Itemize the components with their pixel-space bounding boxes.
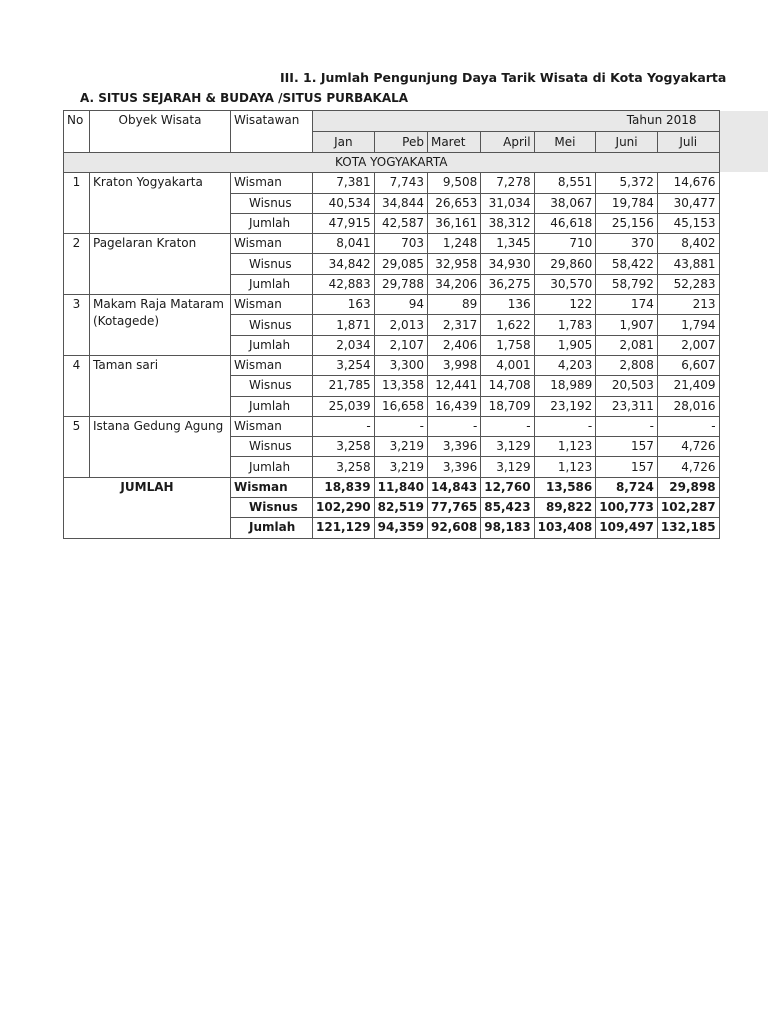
visitor-count: 30,570 — [534, 274, 596, 294]
visitor-count: 28,016 — [657, 396, 719, 416]
visitor-count: 1,345 — [481, 234, 534, 254]
site-name: Kraton Yogyakarta — [90, 173, 231, 234]
visitor-count: 58,422 — [596, 254, 658, 274]
visitor-count: 38,312 — [481, 213, 534, 233]
visitor-count: 2,808 — [596, 355, 658, 375]
total-label: JUMLAH — [64, 477, 231, 538]
visitor-count: 3,219 — [374, 457, 427, 477]
total-count: 132,185 — [657, 518, 719, 538]
section-heading: A. SITUS SEJARAH & BUDAYA /SITUS PURBAKALA — [80, 91, 409, 105]
visitor-count: 2,317 — [427, 315, 480, 335]
site-number: 4 — [64, 355, 90, 416]
total-count: 98,183 — [481, 518, 534, 538]
visitor-count: 703 — [374, 234, 427, 254]
visitor-type: Jumlah — [231, 457, 313, 477]
total-count: 92,608 — [427, 518, 480, 538]
visitor-count: 13,358 — [374, 376, 427, 396]
visitor-count: 1,794 — [657, 315, 719, 335]
visitor-count: 36,161 — [427, 213, 480, 233]
visitor-count: 46,618 — [534, 213, 596, 233]
visitor-type: Wisnus — [231, 376, 313, 396]
visitor-type: Wisman — [231, 416, 313, 436]
visitor-count: 21,409 — [657, 376, 719, 396]
visitor-count: 1,871 — [313, 315, 375, 335]
visitor-count: 157 — [596, 437, 658, 457]
visitor-count: - — [481, 416, 534, 436]
total-count: 82,519 — [374, 498, 427, 518]
visitor-count: 52,283 — [657, 274, 719, 294]
visitor-count: 36,275 — [481, 274, 534, 294]
visitor-count: 14,708 — [481, 376, 534, 396]
visitor-count: 7,743 — [374, 173, 427, 193]
table-row — [64, 295, 720, 315]
visitor-count: 2,406 — [427, 335, 480, 355]
visitor-count: 20,503 — [596, 376, 658, 396]
total-row — [64, 477, 720, 497]
visitor-count: 3,254 — [313, 355, 375, 375]
header-month: Peb — [374, 132, 427, 153]
visitor-count: 136 — [481, 295, 534, 315]
visitor-count: - — [596, 416, 658, 436]
visitor-count: 1,783 — [534, 315, 596, 335]
visitor-type: Wisnus — [231, 254, 313, 274]
total-count: 94,359 — [374, 518, 427, 538]
visitor-count: 34,930 — [481, 254, 534, 274]
visitor-type: Wisman — [231, 173, 313, 193]
visitor-count: - — [534, 416, 596, 436]
visitor-count: 1,248 — [427, 234, 480, 254]
visitor-type: Wisnus — [231, 437, 313, 457]
visitor-count: 3,998 — [427, 355, 480, 375]
visitor-count: 3,396 — [427, 437, 480, 457]
table-row — [64, 355, 720, 375]
site-name: Istana Gedung Agung — [90, 416, 231, 477]
header-objek: Obyek Wisata — [90, 111, 231, 153]
site-number: 2 — [64, 234, 90, 295]
header-month: Mei — [534, 132, 596, 153]
visitor-count: 4,203 — [534, 355, 596, 375]
header-wisatawan: Wisatawan — [231, 111, 313, 153]
region-row: KOTA YOGYAKARTA — [64, 153, 720, 173]
visitor-count: 8,041 — [313, 234, 375, 254]
visitor-count: 1,907 — [596, 315, 658, 335]
site-number: 1 — [64, 173, 90, 234]
total-count: 103,408 — [534, 518, 596, 538]
visitor-count: 29,788 — [374, 274, 427, 294]
header-no: No — [64, 111, 90, 153]
visitor-count: 3,129 — [481, 457, 534, 477]
visitor-count: 7,381 — [313, 173, 375, 193]
visitor-count: 42,883 — [313, 274, 375, 294]
visitor-count: - — [374, 416, 427, 436]
visitor-count: 3,258 — [313, 437, 375, 457]
visitor-count: - — [313, 416, 375, 436]
visitor-count: 213 — [657, 295, 719, 315]
visitor-count: 47,915 — [313, 213, 375, 233]
visitor-count: 2,107 — [374, 335, 427, 355]
total-visitor-type: Jumlah — [231, 518, 313, 538]
site-number: 3 — [64, 295, 90, 356]
visitor-type: Wisman — [231, 295, 313, 315]
visitor-count: 58,792 — [596, 274, 658, 294]
visitor-count: 25,039 — [313, 396, 375, 416]
visitor-count: 4,001 — [481, 355, 534, 375]
visitor-type: Jumlah — [231, 274, 313, 294]
visitor-count: 1,123 — [534, 457, 596, 477]
site-name: Makam Raja Mataram (Kotagede) — [90, 295, 231, 356]
total-count: 12,760 — [481, 477, 534, 497]
visitor-count: 1,123 — [534, 437, 596, 457]
total-count: 85,423 — [481, 498, 534, 518]
visitor-count: 18,989 — [534, 376, 596, 396]
visitor-count: 14,676 — [657, 173, 719, 193]
visitor-count: 8,402 — [657, 234, 719, 254]
total-count: 77,765 — [427, 498, 480, 518]
total-count: 18,839 — [313, 477, 375, 497]
visitor-count: 16,439 — [427, 396, 480, 416]
table-row — [64, 416, 720, 436]
visitor-count: 29,085 — [374, 254, 427, 274]
total-count: 13,586 — [534, 477, 596, 497]
total-count: 102,287 — [657, 498, 719, 518]
total-count: 109,497 — [596, 518, 658, 538]
visitor-type: Wisnus — [231, 315, 313, 335]
visitor-count: 9,508 — [427, 173, 480, 193]
visitor-count: 32,958 — [427, 254, 480, 274]
visitor-count: 7,278 — [481, 173, 534, 193]
visitor-count: 40,534 — [313, 193, 375, 213]
table-row — [64, 234, 720, 254]
total-count: 102,290 — [313, 498, 375, 518]
visitor-count: 29,860 — [534, 254, 596, 274]
visitor-count: 3,396 — [427, 457, 480, 477]
total-count: 14,843 — [427, 477, 480, 497]
site-name: Taman sari — [90, 355, 231, 416]
visitor-count: 34,842 — [313, 254, 375, 274]
visitor-count: 30,477 — [657, 193, 719, 213]
visitor-count: 45,153 — [657, 213, 719, 233]
site-number: 5 — [64, 416, 90, 477]
visitor-count: 8,551 — [534, 173, 596, 193]
table-title: III. 1. Jumlah Pengunjung Daya Tarik Wisata di Kota Yogyakarta — [280, 70, 727, 85]
visitor-count: 18,709 — [481, 396, 534, 416]
visitor-count: 1,622 — [481, 315, 534, 335]
visitor-type: Jumlah — [231, 213, 313, 233]
visitor-count: 6,607 — [657, 355, 719, 375]
visitor-count: 3,258 — [313, 457, 375, 477]
visitor-count: 25,156 — [596, 213, 658, 233]
visitor-count: 21,785 — [313, 376, 375, 396]
visitor-count: 3,300 — [374, 355, 427, 375]
visitor-count: 163 — [313, 295, 375, 315]
visitor-count: 4,726 — [657, 437, 719, 457]
visitor-count: 2,081 — [596, 335, 658, 355]
visitor-count: 94 — [374, 295, 427, 315]
visitor-count: 19,784 — [596, 193, 658, 213]
visitor-count: 710 — [534, 234, 596, 254]
visitor-count: 5,372 — [596, 173, 658, 193]
total-count: 8,724 — [596, 477, 658, 497]
visitor-count: 122 — [534, 295, 596, 315]
visitor-count: 2,013 — [374, 315, 427, 335]
header-month: Juli — [657, 132, 719, 153]
header-month: Maret — [427, 132, 480, 153]
site-name: Pagelaran Kraton — [90, 234, 231, 295]
header-tahun: Tahun 2018 — [313, 111, 720, 132]
visitor-table — [63, 110, 720, 539]
total-count: 29,898 — [657, 477, 719, 497]
table-row — [64, 173, 720, 193]
visitor-count: 26,653 — [427, 193, 480, 213]
visitor-count: 1,758 — [481, 335, 534, 355]
visitor-count: 43,881 — [657, 254, 719, 274]
visitor-count: 31,034 — [481, 193, 534, 213]
visitor-type: Wisman — [231, 234, 313, 254]
visitor-count: 2,007 — [657, 335, 719, 355]
visitor-type: Jumlah — [231, 396, 313, 416]
visitor-count: 16,658 — [374, 396, 427, 416]
visitor-type: Jumlah — [231, 335, 313, 355]
total-visitor-type: Wisman — [231, 477, 313, 497]
header-month: Juni — [596, 132, 658, 153]
visitor-count: 4,726 — [657, 457, 719, 477]
visitor-type: Wisnus — [231, 193, 313, 213]
header-month: Jan — [313, 132, 375, 153]
total-count: 121,129 — [313, 518, 375, 538]
visitor-count: - — [427, 416, 480, 436]
visitor-count: - — [657, 416, 719, 436]
visitor-count: 1,905 — [534, 335, 596, 355]
visitor-count: 23,192 — [534, 396, 596, 416]
visitor-count: 3,129 — [481, 437, 534, 457]
visitor-count: 3,219 — [374, 437, 427, 457]
total-count: 89,822 — [534, 498, 596, 518]
visitor-count: 174 — [596, 295, 658, 315]
total-count: 100,773 — [596, 498, 658, 518]
visitor-count: 42,587 — [374, 213, 427, 233]
total-visitor-type: Wisnus — [231, 498, 313, 518]
total-count: 11,840 — [374, 477, 427, 497]
visitor-count: 34,844 — [374, 193, 427, 213]
visitor-count: 12,441 — [427, 376, 480, 396]
visitor-count: 2,034 — [313, 335, 375, 355]
visitor-type: Wisman — [231, 355, 313, 375]
visitor-count: 89 — [427, 295, 480, 315]
visitor-count: 157 — [596, 457, 658, 477]
visitor-count: 23,311 — [596, 396, 658, 416]
visitor-count: 34,206 — [427, 274, 480, 294]
visitor-count: 370 — [596, 234, 658, 254]
header-month: April — [481, 132, 534, 153]
visitor-count: 38,067 — [534, 193, 596, 213]
